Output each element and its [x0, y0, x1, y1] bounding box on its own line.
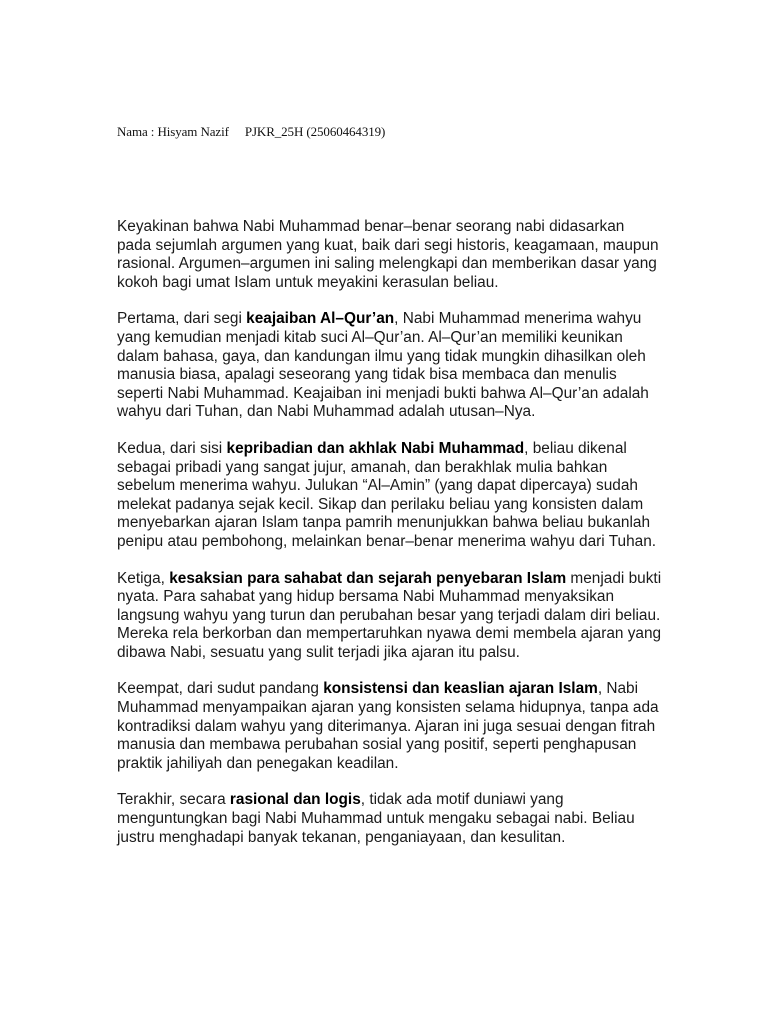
- argument-paragraph-4: [117, 680, 662, 773]
- paragraph-lead: Keempat, dari sudut pandang: [117, 680, 324, 698]
- paragraph-rest: menjadi bukti nyata. Para sahabat yang hidup bersama Nabi Muhammad menyaksikan langsung wahyu yang turun dan perubahan besar yang terjadi dalam diri beliau. Mereka rela berkorban dan mempertaruhkan nyawa demi membela ajaran yang dibawa Nabi, sesuatu yang sulit terjadi jika ajaran itu palsu.: [117, 569, 662, 661]
- paragraph-rest: , Nabi Muhammad menyampaikan ajaran yang konsisten selama hidupnya, tanpa ada kontradiksi dalam wahyu yang diterimanya. Ajaran ini juga sesuai dengan fitrah manusia dan membawa perubahan sosial yang positif, seperti penghapusan praktik jahiliyah dan penegakan keadilan.: [117, 680, 659, 772]
- argument-paragraph-3: [117, 570, 662, 663]
- essay-body: [117, 218, 662, 847]
- paragraph-lead: Ketiga,: [117, 569, 170, 587]
- key-phrase: konsistensi dan keaslian ajaran Islam: [323, 680, 598, 698]
- class-id: PJKR_25H (25060464319): [244, 124, 386, 139]
- paragraph-lead: Kedua, dari sisi: [117, 439, 227, 457]
- paragraph-lead: Terakhir, secara: [117, 791, 230, 809]
- paragraph-lead: Pertama, dari segi: [117, 310, 247, 328]
- paragraph-rest: , tidak ada motif duniawi yang menguntungkan bagi Nabi Muhammad untuk mengaku sebagai nabi. Beliau justru menghadapi banyak tekanan, penganiayaan, dan kesulitan.: [117, 791, 635, 846]
- intro-paragraph: Keyakinan bahwa Nabi Muhammad benar–benar seorang nabi didasarkan pada sejumlah argumen yang kuat, baik dari segi historis, keagamaan, maupun rasional. Argumen–argumen ini saling melengkapi dan memberikan dasar yang kokoh bagi umat Islam untuk meyakini kerasulan beliau.: [117, 218, 659, 291]
- key-phrase: keajaiban Al–Qur’an: [246, 310, 395, 328]
- key-phrase: kepribadian dan akhlak Nabi Muhammad: [226, 439, 525, 457]
- argument-paragraph-2: [117, 440, 662, 552]
- key-phrase: kesaksian para sahabat dan sejarah penyebaran Islam: [169, 569, 567, 587]
- argument-paragraph-1: [117, 310, 662, 422]
- paragraph-rest: , beliau dikenal sebagai pribadi yang sangat jujur, amanah, dan berakhlak mulia bahkan sebelum menerima wahyu. Julukan “Al–Amin” (yang dapat dipercaya) sudah melekat padanya sejak kecil. Sikap dan perilaku beliau yang konsisten dalam menyebarkan ajaran Islam tanpa pamrih menunjukkan bahwa beliau bukanlah penipu atau pembohong, melainkan benar–benar menerima wahyu dari Tuhan.: [117, 439, 657, 550]
- student-header: [117, 124, 385, 140]
- paragraph-rest: , Nabi Muhammad menerima wahyu yang kemudian menjadi kitab suci Al–Qur’an. Al–Qur’an memiliki keunikan dalam bahasa, gaya, dan kandungan ilmu yang tidak mungkin dihasilkan oleh manusia biasa, apalagi seseorang yang tidak bisa membaca dan menulis seperti Nabi Muhammad. Keajaiban ini menjadi bukti bahwa Al–Qur’an adalah wahyu dari Tuhan, dan Nabi Muhammad adalah utusan–Nya.: [117, 310, 649, 421]
- key-phrase: rasional dan logis: [229, 791, 361, 809]
- student-name: Nama : Hisyam Nazif: [117, 124, 229, 139]
- argument-paragraph-5: [117, 791, 662, 847]
